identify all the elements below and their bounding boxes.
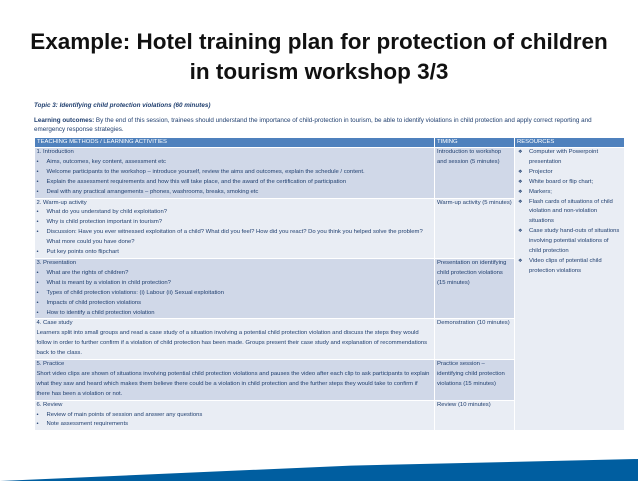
list-item: • Note assessment requirements bbox=[37, 420, 433, 430]
timing-cell: Introduction to workshop and session (5 minutes) bbox=[435, 148, 515, 199]
resources-cell bbox=[515, 148, 625, 431]
section-title: 2. Warm-up activity bbox=[36, 199, 87, 206]
timing-cell: Demonstration (10 minutes) bbox=[435, 319, 515, 360]
table-header-row bbox=[35, 138, 625, 148]
header-resources: RESOURCES bbox=[515, 138, 625, 148]
training-plan-table bbox=[34, 137, 625, 431]
section-title: 3. Presentation bbox=[36, 259, 77, 266]
list-item: • What are the rights of children? bbox=[37, 269, 433, 279]
resource-item: ❖ Case study hand-outs of situations involving potential violations of child protection bbox=[517, 227, 622, 257]
resource-item: ❖ White board or flip chart; bbox=[517, 178, 622, 188]
section-title: 5. Practice bbox=[36, 361, 65, 368]
list-item: • Impacts of child protection violations bbox=[37, 299, 433, 309]
list-item: • Why is child protection important in tourism? bbox=[37, 218, 433, 228]
footer-decoration bbox=[0, 455, 638, 479]
list-item: • Aims, outcomes, key content, assessment etc bbox=[37, 158, 433, 168]
methods-cell bbox=[35, 258, 435, 318]
list-item: • Review of main points of session and answer any questions bbox=[37, 411, 433, 421]
section-text: Short video clips are shown of situations involving potential child protection violations and pauses the video after each clip to ask participants to explain what they saw and heard which makes them believe there could be a violation in child protection and the further steps they would take to confirm if there has been a violation or not. bbox=[36, 370, 430, 397]
section-title: 6. Review bbox=[36, 401, 63, 408]
resource-item: ❖ Computer with Powerpoint presentation bbox=[517, 148, 622, 168]
timing-cell: Review (10 minutes) bbox=[435, 400, 515, 431]
section-text: Learners split into small groups and read a case study of a situation involving a potential child protection violation and discuss the steps they would follow in order to further confirm if a violation of child protection has been made. Groups present their case study and explanation of recommendations back to the class. bbox=[36, 330, 428, 357]
list-item: • Types of child protection violations: (i) Labour (ii) Sexual exploitation bbox=[37, 289, 433, 299]
resource-item: ❖ Projector bbox=[517, 168, 622, 178]
list-item: • Welcome participants to the workshop – introduce yourself, review the aims and outcomes, explain the schedule / content. bbox=[37, 168, 433, 178]
methods-cell bbox=[35, 319, 435, 360]
learning-outcomes bbox=[34, 116, 624, 135]
outcomes-text: By the end of this session, trainees should understand the importance of child-protection in tourism, be able to identify violations in child protection and apply correct reporting and emergency response strategies. bbox=[34, 117, 592, 134]
timing-cell: Presentation on identifying child protection violations (15 minutes) bbox=[435, 258, 515, 318]
resource-item: ❖ Markers; bbox=[517, 188, 622, 198]
resource-item: ❖ Video clips of potential child protection violations bbox=[517, 257, 622, 277]
methods-cell bbox=[35, 400, 435, 431]
outcomes-label: Learning outcomes: bbox=[34, 117, 95, 124]
section-title: 1. Introduction bbox=[36, 149, 74, 155]
section-title: 4. Case study bbox=[36, 320, 73, 327]
timing-cell: Warm-up activity (5 minutes) bbox=[435, 198, 515, 258]
timing-cell: Practice session – identifying child protection violations (15 minutes) bbox=[435, 360, 515, 401]
list-item: • Explain the assessment requirements and how this will take place, and the award of the certification of participation bbox=[37, 178, 433, 188]
list-item: • What do you understand by child exploitation? bbox=[37, 208, 433, 218]
methods-cell bbox=[35, 148, 435, 199]
methods-cell bbox=[35, 360, 435, 401]
footer-band bbox=[0, 459, 638, 481]
list-item: • How to identify a child protection violation bbox=[37, 309, 433, 319]
list-item: • Deal with any practical arrangements – phones, washrooms, breaks, smoking etc bbox=[37, 188, 433, 198]
header-methods: TEACHING METHODS / LEARNING ACTIVITIES bbox=[35, 138, 435, 148]
list-item: • Discussion: Have you ever witnessed exploitation of a child? What did you feel? How did you react? Do you think you helped solve the problem? What more could you have done? bbox=[37, 228, 433, 248]
table-row bbox=[35, 148, 625, 199]
list-item: • Put key points onto flipchart bbox=[37, 248, 433, 258]
slide-title: Example: Hotel training plan for protection of children in tourism workshop 3/3 bbox=[30, 29, 608, 84]
resource-item: ❖ Flash cards of situations of child violation and non-violation situations bbox=[517, 198, 622, 228]
list-item: • What is meant by a violation in child protection? bbox=[37, 279, 433, 289]
header-timing: TIMING bbox=[435, 138, 515, 148]
methods-cell bbox=[35, 198, 435, 258]
topic-line: Topic 3: Identifying child protection violations (60 minutes) bbox=[34, 102, 211, 109]
